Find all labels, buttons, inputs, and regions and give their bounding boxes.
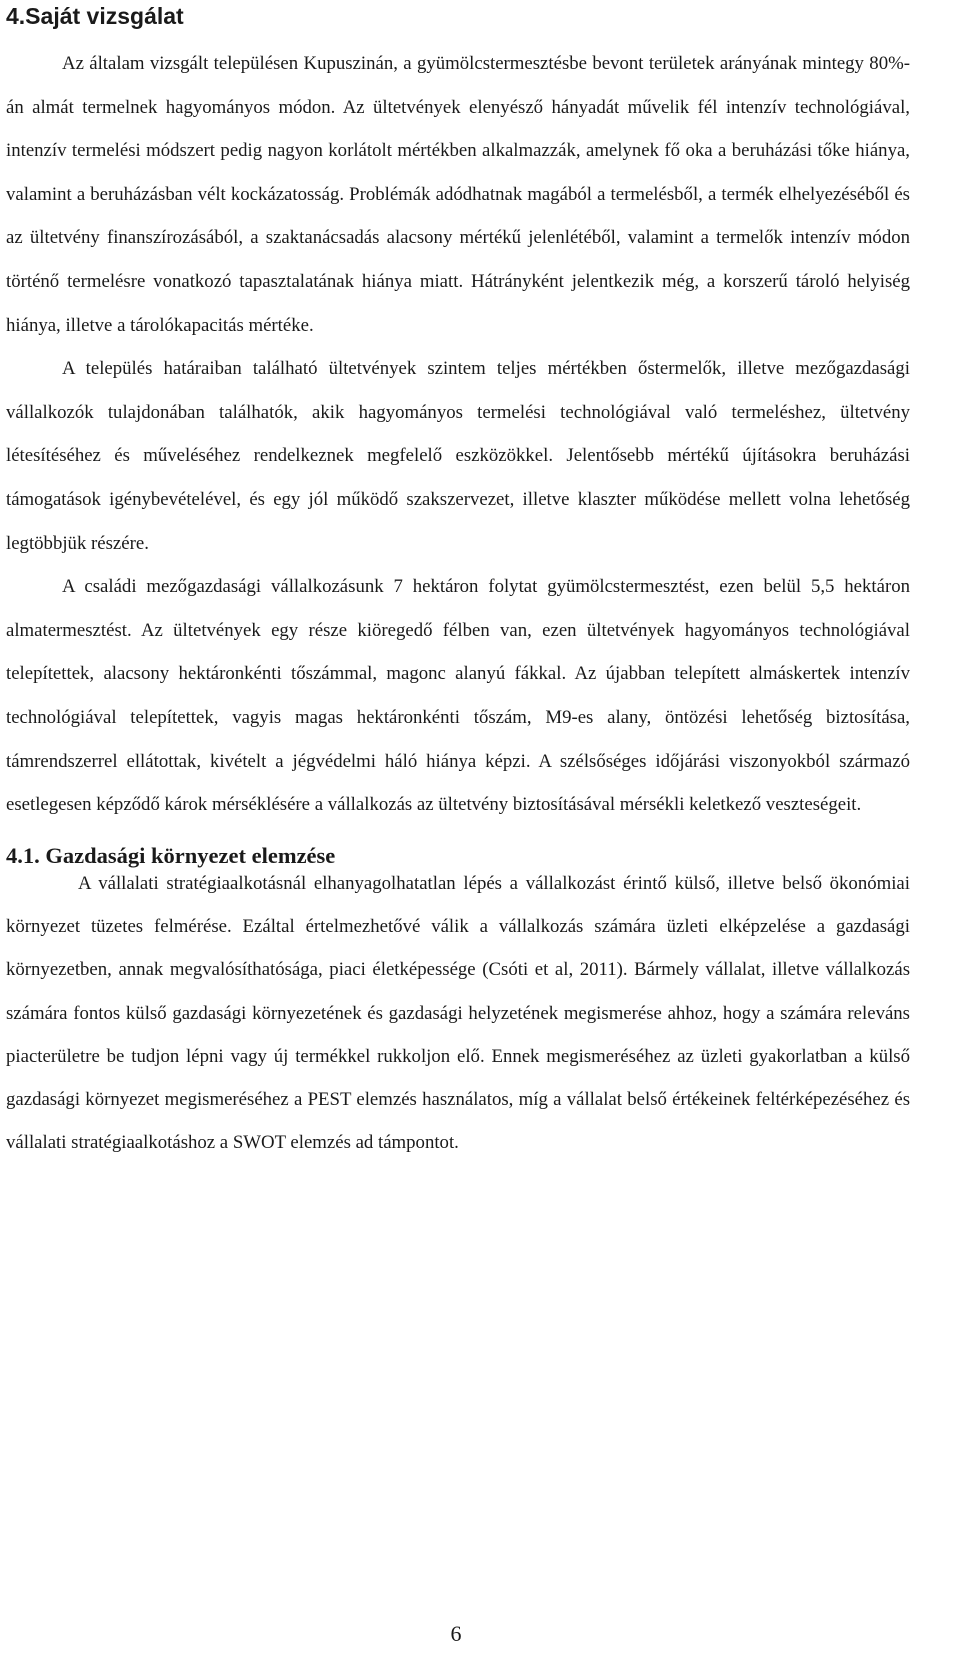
subsection-title: 4.1. Gazdasági környezet elemzése <box>6 842 336 868</box>
paragraph-economic-environment: A vállalati stratégiaalkotásnál elhanyagolhatatlan lépés a vállalkozást érintő külső, illetve belső ökonómiai környezet tüzetes felmérése. Ezáltal értelmezhetővé válik a vállalkozás számára üzleti elképzelése a gazdasági környezetben, annak megvalósíthatósága, piaci életképessége (Csóti et al, 2011). Bármely vállalat, illetve vállalkozás számára fontos külső gazdasági környezetének és gazdasági helyzetének megismerése ahhoz, hogy a számára releváns piacterületre be tudjon lépni vagy új termékkel rukkoljon elő. Ennek megismeréséhez az üzleti gyakorlatban a külső gazdasági környezet megismeréséhez a PEST elemzés használatos, míg a vállalat belső értékeinek feltérképezéséhez és vállalati stratégiaalkotáshoz a SWOT elemzés ad támpontot. <box>6 872 910 1154</box>
document-page <box>6 0 910 1165</box>
paragraph-plantation-owners: A település határaiban található ültetvények szintem teljes mértékben őstermelők, illetve mezőgazdasági vállalkozók tulajdonában találhatók, akik hagyományos termelési technológiával való termeléshez, ültetvény létesítéséhez és műveléséhez rendelkeznek megfelelő eszközökkel. Jelentősebb mértékű újításokra beruházási támogatások igénybevételével, és egy jól működő szakszervezet, illetve klaszter működése mellett volna lehetőség legtöbbjük részére. <box>6 358 910 554</box>
page-number: 6 <box>450 1621 462 1646</box>
paragraph-family-enterprise: A családi mezőgazdasági vállalkozásunk 7 hektáron folytat gyümölcstermesztést, ezen belül 5,5 hektáron almatermesztést. Az ültetvények egy része kiöregedő félben van, ezen ültetvények hagyományos technológiával telepítettek, alacsony hektáronkénti tőszámmal, magonc alanyú fákkal. Az újabban telepített almáskertek intenzív technológiával telepítettek, vagyis magas hektáronkénti tőszám, M9-es alany, öntözési lehetőség biztosítása, támrendszerrel ellátottak, kivételt a jégvédelmi háló hiánya képzi. A szélsőséges időjárási viszonyokból származó esetlegesen képződő károk mérséklésére a vállalkozás az ültetvény biztosításával mérsékli keletkező veszteségeit. <box>6 576 910 816</box>
paragraph-own-study-intro: Az általam vizsgált településen Kupuszinán, a gyümölcstermesztésbe bevont területek arányának mintegy 80%-án almát termelnek hagyományos módon. Az ültetvények elenyésző hányadát művelik fél intenzív technológiával, intenzív termelési módszert pedig nagyon korlátolt mértékben alkalmazzák, amelynek fő oka a beruházási tőke hiánya, valamint a beruházásban vélt kockázatosság. Problémák adódhatnak magából a termelésből, a termék elhelyezéséből és az ültetvény finanszírozásából, a szaktanácsadás alacsony mértékű jelenlétéből, valamint a termelők intenzív módon történő termelésre vonatkozó tapasztalatának hiánya miatt. Hátrányként jelentkezik még, a korszerű tároló helyiség hiánya, illetve a tárolókapacitás mértéke. <box>6 53 910 336</box>
section-title: 4.Saját vizsgálat <box>6 3 184 29</box>
